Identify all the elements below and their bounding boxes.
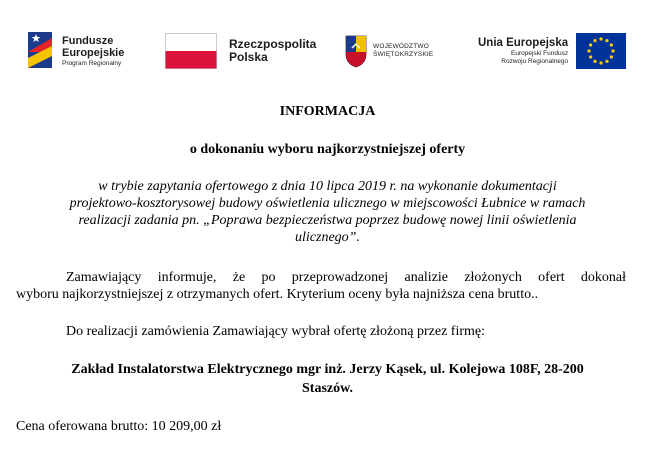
rp-line2: Polska — [229, 50, 268, 64]
document-title: INFORMACJA — [279, 104, 376, 119]
ue-line2: Europejski Fundusz — [511, 50, 569, 57]
offered-price: Cena oferowana brutto: 10 209,00 zł — [16, 419, 222, 434]
fe-line3: Program Regionalny — [62, 59, 122, 67]
rzeczpospolita-polska-logo — [165, 26, 316, 76]
paragraph-1-line-1: Zamawiający informuje, że po przeprowadzonej analizie złożonych ofert dokonał — [66, 270, 626, 285]
company-line-1: Zakład Instalatorstwa Elektrycznego mgr inż. Jerzy Kąsek, ul. Kolejowa 108F, 28-200 — [71, 362, 584, 377]
intro-line-1: w trybie zapytania ofertowego z dnia 10 lipca 2019 r. na wykonanie dokumentacji — [98, 179, 557, 194]
eu-flag-icon — [576, 33, 626, 69]
fundusze-europejskie-emblem-icon — [26, 30, 56, 72]
intro-line-2: projektowo-kosztorysowej budowy oświetlenia ulicznego w miejscowości Łubnice w ramach — [69, 196, 586, 211]
swietokrzyskie-logo — [345, 26, 433, 76]
intro-line-3: realizacji zadania pn. „Poprawa bezpieczeństwa poprzez budowę nowej linii oświetlenia — [78, 213, 577, 228]
intro-line-4: ulicznego”. — [295, 230, 360, 245]
rp-line1: Rzeczpospolita — [229, 37, 317, 51]
fe-line1: Fundusze — [62, 34, 114, 47]
unia-europejska-logo — [478, 26, 626, 76]
company-line-2: Staszów. — [302, 381, 353, 396]
document-subtitle: o dokonaniu wyboru najkorzystniejszej oferty — [189, 142, 466, 157]
ue-line3: Rozwoju Regionalnego — [501, 58, 569, 65]
sw-line2: ŚWIĘTOKRZYSKIE — [373, 51, 434, 58]
fe-line2: Europejskie — [62, 46, 125, 59]
sw-line1: WOJEWÓDZTWO — [373, 43, 429, 50]
paragraph-1-line-2: wyboru najkorzystniejszej z otrzymanych ofert. Kryterium oceny była najniższa cena brutto.. — [16, 287, 539, 302]
fundusze-europejskie-logo — [26, 26, 124, 76]
paragraph-2: Do realizacji zamówienia Zamawiający wybrał ofertę złożoną przez firmę: — [66, 324, 485, 339]
swietokrzyskie-coat-of-arms-icon — [345, 34, 367, 68]
polish-flag-icon — [165, 31, 217, 71]
ue-line1: Unia Europejska — [478, 37, 569, 49]
header-logos — [0, 0, 655, 95]
